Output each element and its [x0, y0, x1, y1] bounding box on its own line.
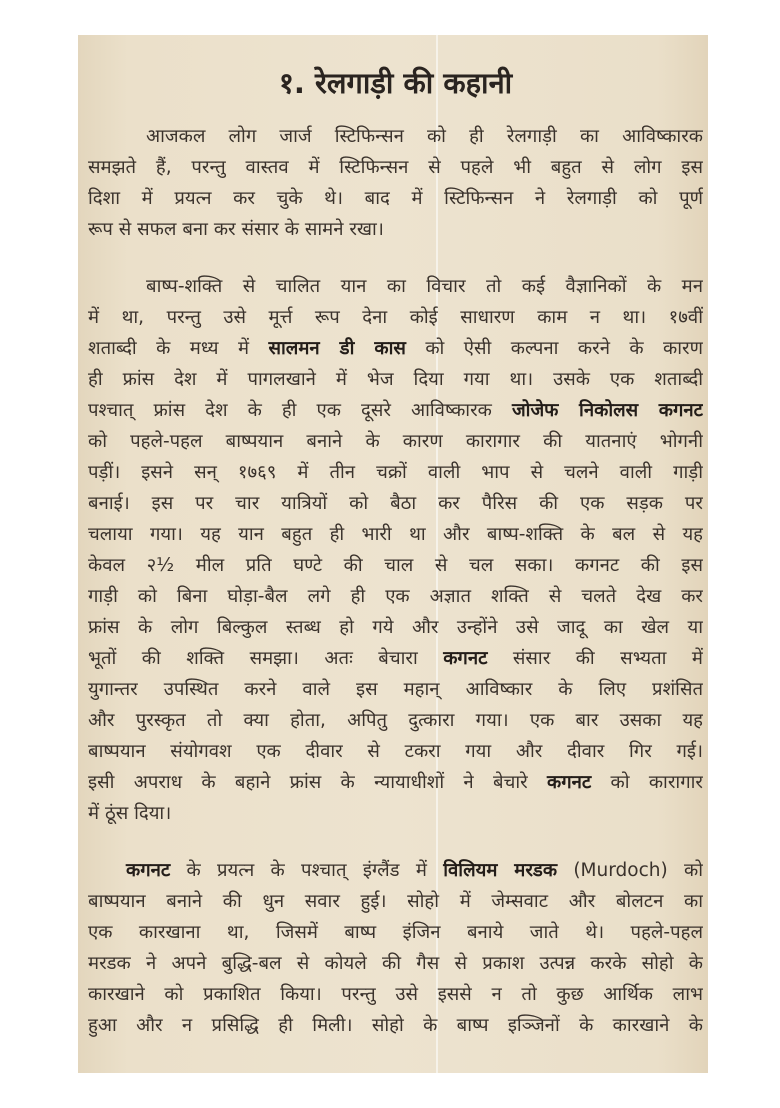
text-line	[88, 1010, 703, 1041]
text-segment: बनाई। इस पर चार यात्रियों को बैठा कर पैरिस की एक सड़क पर	[88, 493, 703, 514]
text-line	[88, 886, 703, 917]
text-line	[88, 333, 703, 364]
text-line	[88, 798, 703, 829]
text-segment: हुआ और न प्रसिद्धि ही मिली। सोहो के बाष्प इञ्जिनों के कारखाने के	[88, 1015, 703, 1036]
text-line	[88, 183, 703, 214]
text-segment: (Murdoch) को	[557, 860, 703, 881]
text-segment: गाड़ी को बिना घोड़ा-बैल लगे ही एक अज्ञात शक्ति से चलते देख कर	[88, 586, 703, 607]
text-segment: दिशा में प्रयत्न कर चुके थे। बाद में स्टिफिन्सन ने रेलगाड़ी को पूर्ण	[88, 188, 703, 209]
text-line	[88, 457, 703, 488]
text-line	[88, 214, 703, 245]
text-segment: शताब्दी के मध्य में	[88, 338, 269, 359]
text-line	[88, 426, 703, 457]
text-line	[88, 152, 703, 183]
text-line	[88, 948, 703, 979]
chapter-title: १. रेलगाड़ी की कहानी	[278, 66, 513, 100]
text-line	[88, 395, 703, 426]
text-line	[88, 519, 703, 550]
text-line	[88, 643, 703, 674]
text-segment: युगान्तर उपस्थित करने वाले इस महान् आविष्कार के लिए प्रशंसित	[88, 679, 703, 700]
text-segment: कारखाने को प्रकाशित किया। परन्तु उसे इससे न तो कुछ आर्थिक लाभ	[88, 984, 703, 1005]
text-line	[88, 705, 703, 736]
text-segment: को ऐसी कल्पना करने के कारण	[405, 338, 703, 359]
text-line	[88, 736, 703, 767]
text-line	[88, 917, 703, 948]
text-segment: बाष्पयान संयोगवश एक दीवार से टकरा गया और दीवार गिर गई।	[88, 741, 703, 762]
text-segment: को कारागार	[591, 772, 703, 793]
text-segment: केवल २½ मील प्रति घण्टे की चाल से चल सका। कगनट की इस	[88, 555, 703, 576]
paragraph-1	[88, 121, 703, 245]
paragraph-2	[88, 271, 703, 829]
text-segment: में था, परन्तु उसे मूर्त्त रूप देना कोई साधारण काम न था। १७वीं	[88, 307, 703, 328]
text-segment: ही फ्रांस देश में पागलखाने में भेज दिया गया था। उसके एक शताब्दी	[88, 369, 703, 390]
text-line	[88, 271, 703, 302]
text-line	[88, 767, 703, 798]
text-line	[88, 581, 703, 612]
text-segment: के प्रयत्न के पश्चात् इंग्लैंड में	[170, 860, 444, 881]
text-line	[88, 488, 703, 519]
text-line	[88, 674, 703, 705]
text-line	[88, 302, 703, 333]
text-segment: फ्रांस के लोग बिल्कुल स्तब्ध हो गये और उन्होंने उसे जादू का खेल या	[88, 617, 703, 638]
bold-name: जोजेफ निकोलस कगनट	[511, 400, 703, 421]
bold-name: विलियम मरडक	[443, 860, 558, 881]
text-line	[88, 855, 703, 886]
paragraph-3	[88, 855, 703, 1041]
text-segment: संसार की सभ्यता में	[487, 648, 703, 669]
text-segment: भूतों की शक्ति समझा। अतः बेचारा	[88, 648, 444, 669]
text-segment: चलाया गया। यह यान बहुत ही भारी था और बाष्प-शक्ति के बल से यह	[88, 524, 703, 545]
scanned-page	[78, 35, 708, 1073]
text-line	[88, 979, 703, 1010]
bold-name: कगनट	[547, 772, 592, 793]
text-segment: और पुरस्कृत तो क्या होता, अपितु दुत्कारा गया। एक बार उसका यह	[88, 710, 703, 731]
text-line	[88, 612, 703, 643]
text-segment: रूप से सफल बना कर संसार के सामने रखा।	[88, 219, 384, 240]
text-segment: बाष्प-शक्ति से चालित यान का विचार तो कई वैज्ञानिकों के मन	[146, 276, 703, 297]
text-segment: मरडक ने अपने बुद्धि-बल से कोयले की गैस से प्रकाश उत्पन्न करके सोहो के	[88, 953, 703, 974]
bold-name: सालमन डी कास	[268, 338, 406, 359]
page-content	[88, 63, 703, 1041]
text-segment: इसी अपराध के बहाने फ्रांस के न्यायाधीशों ने बेचारे	[88, 772, 547, 793]
text-line	[88, 121, 703, 152]
text-segment: एक कारखाना था, जिसमें बाष्प इंजिन बनाये जाते थे। पहले-पहल	[88, 922, 703, 943]
text-segment: पड़ीं। इसने सन् १७६९ में तीन चक्रों वाली भाप से चलने वाली गाड़ी	[88, 462, 703, 483]
text-line	[88, 364, 703, 395]
text-segment: में ठूंस दिया।	[88, 803, 172, 824]
text-segment: आजकल लोग जार्ज स्टिफिन्सन को ही रेलगाड़ी का आविष्कारक	[146, 126, 703, 147]
text-segment: बाष्पयान बनाने की धुन सवार हुई। सोहो में जेम्सवाट और बोलटन का	[88, 891, 703, 912]
text-segment: पश्चात् फ्रांस देश के ही एक दूसरे आविष्कारक	[88, 400, 512, 421]
text-segment: समझते हैं, परन्तु वास्तव में स्टिफिन्सन से पहले भी बहुत से लोग इस	[88, 157, 703, 178]
bold-name: कगनट	[443, 648, 488, 669]
bold-name: कगनट	[126, 860, 171, 881]
text-line	[88, 550, 703, 581]
text-segment: को पहले-पहल बाष्पयान बनाने के कारण कारागार की यातनाएं भोगनी	[88, 431, 703, 452]
